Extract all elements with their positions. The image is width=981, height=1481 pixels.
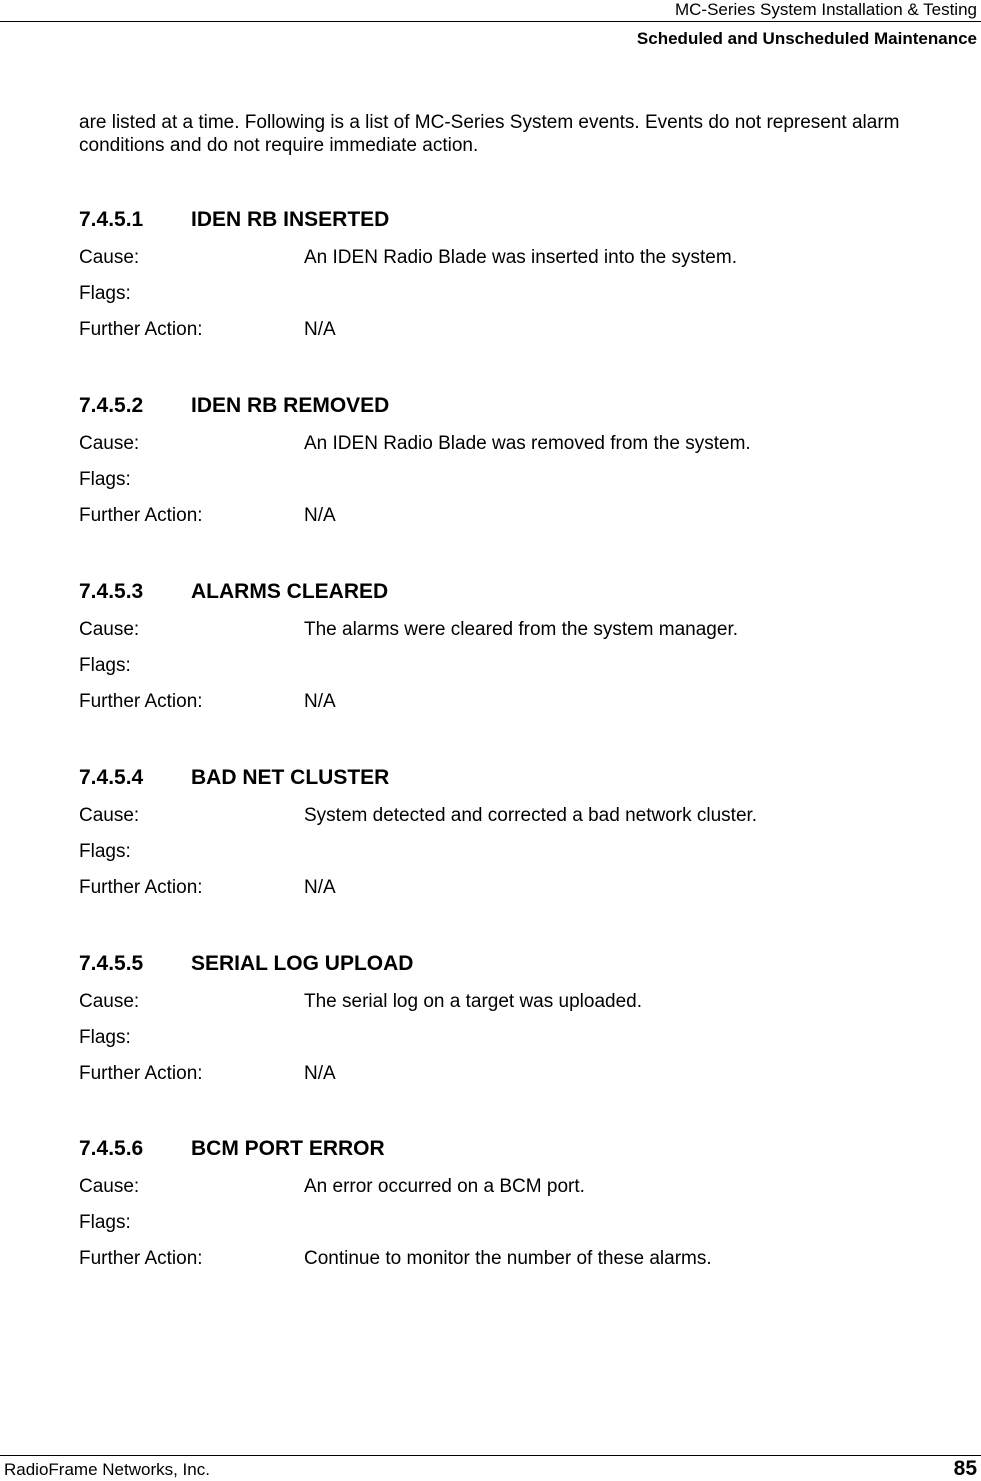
section-heading (79, 766, 389, 790)
section-number: 7.4.5.5 (79, 952, 144, 975)
cause-label: Cause: (79, 433, 140, 454)
header-title: MC-Series System Installation & Testing (674, 0, 977, 19)
section-heading (79, 580, 388, 604)
flags-row (79, 1026, 304, 1049)
section-heading (79, 394, 389, 418)
further-action-row (79, 1062, 336, 1085)
further-action-value: N/A (304, 877, 336, 898)
section-number: 7.4.5.1 (79, 208, 144, 231)
section-number: 7.4.5.2 (79, 394, 144, 417)
flags-label: Flags: (79, 1027, 131, 1048)
further-action-value: N/A (304, 691, 336, 712)
intro-paragraph: are listed at a time. Following is a list of MC-Series System events. Events do not represent alarm conditions and do not require immediate action. (79, 112, 900, 156)
footer-rule (0, 1455, 981, 1456)
section-number: 7.4.5.3 (79, 580, 144, 603)
flags-label: Flags: (79, 469, 131, 490)
cause-row (79, 618, 738, 641)
flags-row (79, 1211, 304, 1234)
cause-value: The serial log on a target was uploaded. (304, 991, 642, 1012)
cause-row (79, 246, 737, 269)
cause-row (79, 804, 757, 827)
section-title: SERIAL LOG UPLOAD (191, 952, 414, 975)
further-action-label: Further Action: (79, 319, 203, 340)
header-rule (0, 21, 981, 22)
page-number: 85 (953, 1457, 977, 1480)
further-action-label: Further Action: (79, 691, 203, 712)
cause-label: Cause: (79, 247, 140, 268)
further-action-row (79, 690, 336, 713)
further-action-row (79, 318, 336, 341)
cause-label: Cause: (79, 991, 140, 1012)
further-action-row (79, 504, 336, 527)
cause-label: Cause: (79, 1176, 140, 1197)
cause-row (79, 432, 751, 455)
section-title: BAD NET CLUSTER (191, 766, 390, 789)
section-title: IDEN RB REMOVED (191, 394, 390, 417)
flags-row (79, 840, 304, 863)
cause-label: Cause: (79, 619, 140, 640)
further-action-label: Further Action: (79, 1063, 203, 1084)
flags-label: Flags: (79, 655, 131, 676)
further-action-label: Further Action: (79, 505, 203, 526)
further-action-value: N/A (304, 319, 336, 340)
footer-company: RadioFrame Networks, Inc. (4, 1460, 210, 1479)
section-heading (79, 208, 389, 232)
header-subtitle: Scheduled and Unscheduled Maintenance (636, 29, 977, 48)
section-number: 7.4.5.6 (79, 1137, 144, 1160)
further-action-label: Further Action: (79, 877, 203, 898)
section-heading (79, 952, 413, 976)
further-action-value: Continue to monitor the number of these alarms. (304, 1248, 712, 1269)
flags-row (79, 654, 304, 677)
cause-row (79, 1175, 585, 1198)
further-action-value: N/A (304, 505, 336, 526)
further-action-label: Further Action: (79, 1248, 203, 1269)
cause-value: An IDEN Radio Blade was inserted into the system. (304, 247, 737, 268)
cause-value: The alarms were cleared from the system manager. (304, 619, 739, 640)
cause-value: System detected and corrected a bad network cluster. (304, 805, 758, 826)
flags-label: Flags: (79, 841, 131, 862)
cause-value: An error occurred on a BCM port. (304, 1176, 585, 1197)
flags-row (79, 282, 304, 305)
further-action-row (79, 876, 336, 899)
flags-label: Flags: (79, 283, 131, 304)
section-heading (79, 1137, 385, 1161)
section-title: IDEN RB INSERTED (191, 208, 390, 231)
section-title: BCM PORT ERROR (191, 1137, 385, 1160)
further-action-row (79, 1247, 712, 1270)
section-number: 7.4.5.4 (79, 766, 144, 789)
cause-value: An IDEN Radio Blade was removed from the system. (304, 433, 751, 454)
flags-label: Flags: (79, 1212, 131, 1233)
section-title: ALARMS CLEARED (191, 580, 389, 603)
cause-label: Cause: (79, 805, 140, 826)
further-action-value: N/A (304, 1063, 336, 1084)
cause-row (79, 990, 642, 1013)
flags-row (79, 468, 304, 491)
